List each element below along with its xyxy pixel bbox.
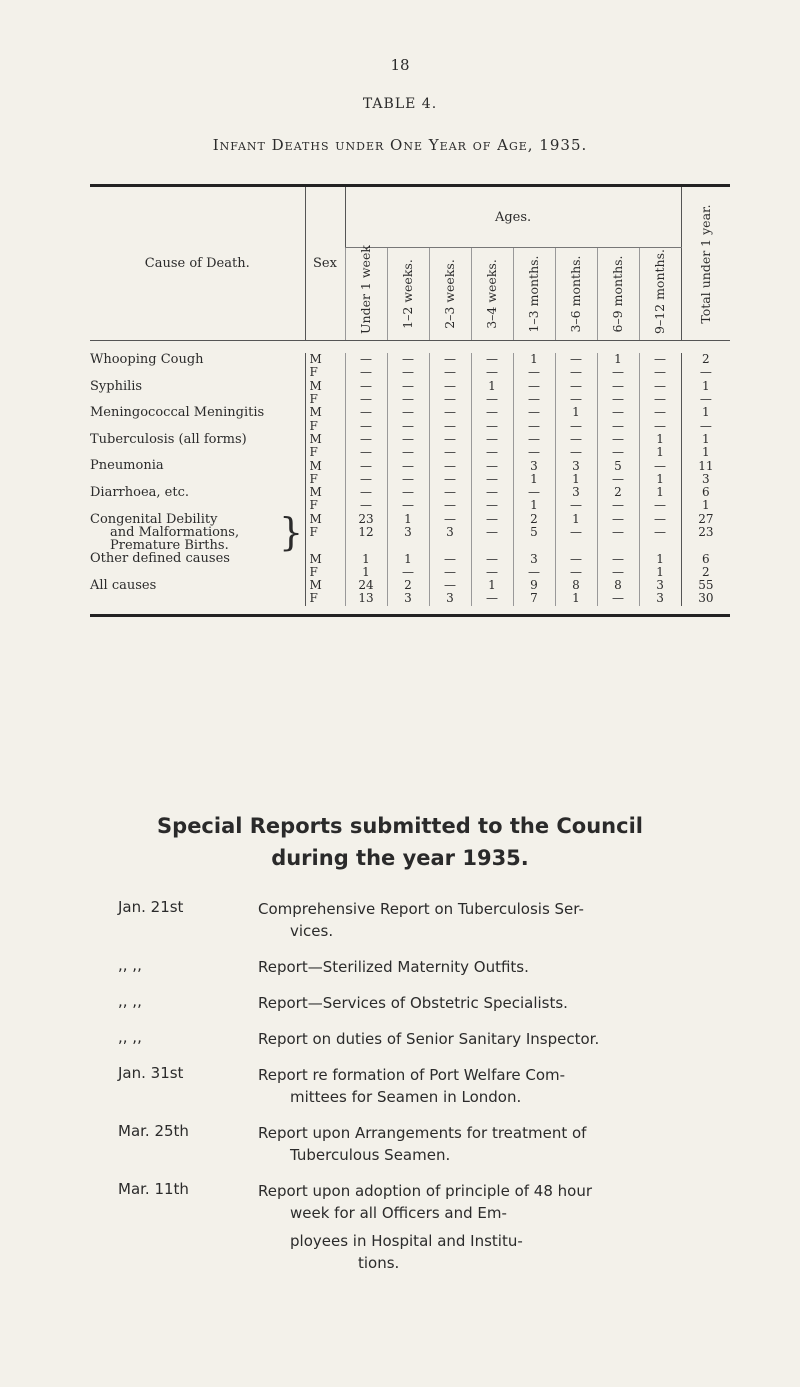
header-age-3-4-weeks: 3–4 weeks. (471, 248, 513, 341)
age-cell: — (471, 406, 513, 419)
age-cell: — (597, 473, 639, 486)
report-item (118, 956, 718, 978)
sex-cell: M (305, 486, 345, 499)
age-cell: — (597, 526, 639, 539)
section-title-line-2: during the year 1935. (271, 846, 529, 870)
page-number: 18 (390, 56, 410, 74)
sex-cell: F (305, 446, 345, 459)
age-cell: 1 (513, 473, 555, 486)
age-cell: — (555, 499, 597, 512)
age-cell: — (639, 380, 681, 393)
header-age-3-6-months: 3–6 months. (555, 248, 597, 341)
total-cell: 27 (681, 513, 730, 526)
cause-cell (90, 446, 305, 459)
age-cell: — (513, 406, 555, 419)
age-cell: 5 (513, 526, 555, 539)
age-cell: 1 (513, 353, 555, 366)
sex-cell: M (305, 353, 345, 366)
age-cell: — (429, 366, 471, 379)
total-cell: 2 (681, 566, 730, 579)
cause-cell: Syphilis (90, 378, 143, 394)
header-age-9-12-months: 9–12 months. (639, 248, 681, 341)
age-cell: — (387, 459, 429, 472)
sex-cell: F (305, 366, 345, 379)
table-label: TABLE 4. (362, 96, 438, 112)
report-description (258, 992, 718, 1014)
report-description (258, 898, 718, 942)
section-title-line-1: Special Reports submitted to the Council (157, 814, 643, 838)
table-row (90, 406, 730, 419)
report-item (118, 1064, 718, 1108)
age-cell: — (429, 473, 471, 486)
age-cell: 7 (513, 592, 555, 605)
age-cell: — (597, 566, 639, 579)
report-item (118, 1180, 718, 1224)
age-cell: — (345, 446, 387, 459)
total-cell: — (681, 366, 730, 379)
header-age-2-3-weeks: 2–3 weeks. (429, 248, 471, 341)
age-cell: — (555, 552, 597, 565)
age-cell: — (513, 419, 555, 432)
header-total-label: Total under 1 year. (697, 203, 713, 324)
age-cell: — (555, 566, 597, 579)
age-cell: 1 (345, 552, 387, 565)
sex-cell: M (305, 406, 345, 419)
age-cell: — (345, 393, 387, 406)
cause-cell: Pneumonia (90, 458, 164, 474)
age-cell: 8 (555, 579, 597, 592)
header-total (681, 187, 730, 341)
total-cell: 6 (681, 552, 730, 565)
age-cell (471, 539, 513, 552)
age-cell (639, 539, 681, 552)
age-cell: 1 (597, 353, 639, 366)
cause-cell: Meningococcal Meningitis (90, 405, 265, 421)
sex-cell: F (305, 566, 345, 579)
sex-cell: M (305, 579, 345, 592)
age-cell (513, 539, 555, 552)
age-cell: — (387, 419, 429, 432)
report-description (258, 1122, 718, 1166)
age-cell: 1 (639, 552, 681, 565)
header-age-under-1-week: Under 1 week (345, 248, 387, 341)
age-cell: — (471, 393, 513, 406)
age-cell: — (555, 366, 597, 379)
age-cell: — (513, 486, 555, 499)
cause-cell: Premature Births. (110, 538, 229, 554)
age-cell: 3 (555, 459, 597, 472)
report-line-2: tions. (358, 1254, 400, 1272)
age-cell: 1 (345, 566, 387, 579)
total-cell: 55 (681, 579, 730, 592)
age-cell: — (429, 393, 471, 406)
age-cell: 1 (555, 406, 597, 419)
age-cell: — (555, 433, 597, 446)
cause-cell: All causes (90, 578, 157, 594)
header-cause: Cause of Death. (90, 187, 305, 341)
total-cell: — (681, 393, 730, 406)
age-cell: — (513, 366, 555, 379)
age-cell: 12 (345, 526, 387, 539)
age-cell: 1 (639, 433, 681, 446)
age-cell: — (387, 366, 429, 379)
report-item (118, 992, 718, 1014)
age-cell: — (387, 406, 429, 419)
table-row (90, 459, 730, 472)
age-cell: — (387, 499, 429, 512)
age-cell: — (555, 353, 597, 366)
group-bracket-icon: } (279, 510, 304, 554)
age-cell: 1 (387, 513, 429, 526)
total-cell: 1 (681, 499, 730, 512)
table-row (90, 499, 730, 512)
total-cell: — (681, 419, 730, 432)
total-cell: 1 (681, 446, 730, 459)
age-cell: — (345, 459, 387, 472)
table-row (90, 552, 730, 565)
age-cell: — (471, 473, 513, 486)
total-cell: 1 (681, 433, 730, 446)
age-cell: — (471, 552, 513, 565)
cause-cell (90, 393, 305, 406)
age-cell: — (471, 459, 513, 472)
age-cell: — (471, 446, 513, 459)
age-cell: — (639, 353, 681, 366)
age-cell: 23 (345, 513, 387, 526)
report-item (118, 1230, 718, 1274)
table-row (90, 366, 730, 379)
age-cell: — (345, 419, 387, 432)
age-cell (345, 539, 387, 552)
age-cell: 1 (387, 552, 429, 565)
age-cell: — (471, 499, 513, 512)
infant-deaths-table (90, 184, 730, 617)
age-cell: — (429, 419, 471, 432)
report-description (258, 1028, 718, 1050)
report-description (258, 1064, 718, 1108)
cause-cell: Whooping Cough (90, 352, 204, 367)
table-row (90, 446, 730, 459)
age-cell: — (429, 380, 471, 393)
age-cell: — (345, 499, 387, 512)
age-cell: 1 (555, 513, 597, 526)
age-cell: 9 (513, 579, 555, 592)
age-cell: — (345, 366, 387, 379)
table-row (90, 473, 730, 486)
cause-cell (90, 499, 305, 512)
report-item (118, 1122, 718, 1166)
age-cell: — (429, 446, 471, 459)
sex-cell: M (305, 433, 345, 446)
age-cell: 1 (555, 473, 597, 486)
table-row (90, 486, 730, 499)
table-title: Infant Deaths under One Year of Age, 1935. (212, 136, 588, 154)
cause-cell: Congenital Debility (90, 511, 218, 527)
report-line-2: week for all Officers and Em- (290, 1204, 507, 1222)
report-line-2: Tuberculous Seamen. (290, 1146, 451, 1164)
age-cell: — (597, 366, 639, 379)
age-cell: 3 (429, 526, 471, 539)
age-cell: — (429, 486, 471, 499)
age-cell: — (639, 459, 681, 472)
age-cell: — (639, 513, 681, 526)
age-cell: 13 (345, 592, 387, 605)
report-line-1: ployees in Hospital and Institu- (290, 1232, 523, 1250)
age-cell: — (471, 592, 513, 605)
age-cell (387, 539, 429, 552)
age-cell: — (345, 353, 387, 366)
age-cell: — (429, 566, 471, 579)
report-line-1: Report re formation of Port Welfare Com- (258, 1066, 566, 1084)
age-cell: — (597, 552, 639, 565)
age-cell: — (345, 486, 387, 499)
report-item (118, 1028, 718, 1050)
age-cell: — (555, 446, 597, 459)
age-cell: — (471, 513, 513, 526)
age-cell: — (597, 499, 639, 512)
age-cell: — (471, 566, 513, 579)
report-date: Jan. 21st (118, 898, 184, 916)
age-cell: — (471, 433, 513, 446)
sex-cell: M (305, 380, 345, 393)
report-line-1: Report—Services of Obstetric Specialists. (258, 994, 568, 1012)
sex-cell (305, 539, 345, 552)
table-bottom-rule (90, 614, 730, 617)
age-cell: 1 (639, 446, 681, 459)
age-cell: — (429, 552, 471, 565)
age-cell (429, 539, 471, 552)
age-cell: 1 (639, 566, 681, 579)
age-cell: 2 (597, 486, 639, 499)
table-row (90, 393, 730, 406)
age-cell: — (513, 380, 555, 393)
age-cell: — (471, 419, 513, 432)
cause-cell: and Malformations, (110, 524, 240, 540)
age-cell (597, 539, 639, 552)
age-cell: — (387, 486, 429, 499)
sex-cell: F (305, 393, 345, 406)
age-cell: — (345, 473, 387, 486)
age-cell: — (471, 353, 513, 366)
age-cell: — (513, 566, 555, 579)
age-cell: — (345, 406, 387, 419)
report-date: ,, ,, (118, 1028, 142, 1046)
cause-cell: Other defined causes (90, 551, 230, 567)
table-row (90, 592, 730, 605)
age-cell: — (597, 419, 639, 432)
sex-cell: F (305, 526, 345, 539)
cause-cell (90, 366, 305, 379)
age-cell: — (555, 419, 597, 432)
age-cell: — (555, 393, 597, 406)
age-cell: 1 (639, 473, 681, 486)
age-cell: — (471, 366, 513, 379)
header-age-6-9-months: 6–9 months. (597, 248, 639, 341)
age-cell: — (597, 406, 639, 419)
total-cell: 6 (681, 486, 730, 499)
cause-cell (90, 566, 305, 579)
age-cell: — (429, 406, 471, 419)
age-cell: 3 (513, 552, 555, 565)
sex-cell: M (305, 459, 345, 472)
age-cell: 8 (597, 579, 639, 592)
age-cell: 3 (387, 592, 429, 605)
total-cell: 1 (681, 406, 730, 419)
header-age-1-2-weeks: 1–2 weeks. (387, 248, 429, 341)
age-cell: 3 (639, 579, 681, 592)
age-cell: — (387, 353, 429, 366)
age-cell: — (429, 353, 471, 366)
age-cell: — (387, 380, 429, 393)
report-date (118, 1230, 258, 1274)
sex-cell: F (305, 473, 345, 486)
report-date: ,, ,, (118, 956, 142, 974)
age-cell: — (387, 446, 429, 459)
report-line-1: Report upon adoption of principle of 48 hour (258, 1182, 593, 1200)
table-row (90, 539, 730, 552)
age-cell: — (639, 419, 681, 432)
report-line-1: Comprehensive Report on Tuberculosis Ser- (258, 900, 584, 918)
age-cell: — (597, 513, 639, 526)
report-line-1: Report—Sterilized Maternity Outfits. (258, 958, 529, 976)
report-date: Mar. 11th (118, 1180, 189, 1198)
report-date: Mar. 25th (118, 1122, 189, 1140)
age-cell: 3 (387, 526, 429, 539)
report-line-1: Report on duties of Senior Sanitary Inspector. (258, 1030, 600, 1048)
report-date: ,, ,, (118, 992, 142, 1010)
age-cell: 24 (345, 579, 387, 592)
age-cell: 3 (429, 592, 471, 605)
age-cell: 2 (387, 579, 429, 592)
age-cell: 3 (555, 486, 597, 499)
age-cell: — (429, 459, 471, 472)
age-cell: — (513, 446, 555, 459)
age-cell: — (639, 366, 681, 379)
cause-cell: Diarrhoea, etc. (90, 484, 189, 500)
table-row (90, 513, 730, 526)
total-cell (681, 539, 730, 552)
reports-list (118, 898, 718, 1280)
age-cell: — (345, 380, 387, 393)
age-cell: — (597, 446, 639, 459)
sex-cell: F (305, 419, 345, 432)
report-description (258, 956, 718, 978)
total-cell: 23 (681, 526, 730, 539)
age-cell: — (513, 433, 555, 446)
table-body (90, 341, 730, 606)
age-cell: — (471, 526, 513, 539)
age-cell: 1 (471, 380, 513, 393)
table-row (90, 566, 730, 579)
cause-cell (90, 592, 305, 605)
report-description (258, 1230, 718, 1274)
age-cell: 1 (513, 499, 555, 512)
age-cell: — (639, 406, 681, 419)
sex-cell: M (305, 552, 345, 565)
report-date: Jan. 31st (118, 1064, 184, 1082)
age-cell: — (639, 393, 681, 406)
report-description (258, 1180, 718, 1224)
table-row (90, 579, 730, 592)
total-cell: 2 (681, 353, 730, 366)
age-cell: — (387, 566, 429, 579)
age-cell: — (429, 499, 471, 512)
table-row (90, 419, 730, 432)
cause-cell (90, 473, 305, 486)
section-title (0, 810, 800, 874)
age-cell (555, 539, 597, 552)
table-row (90, 526, 730, 539)
table-row (90, 433, 730, 446)
age-cell: — (429, 579, 471, 592)
report-line-1: Report upon Arrangements for treatment of (258, 1124, 587, 1142)
age-cell: — (555, 380, 597, 393)
table-row (90, 353, 730, 366)
table-row (90, 380, 730, 393)
sex-cell: F (305, 592, 345, 605)
age-cell: — (513, 393, 555, 406)
age-cell: — (639, 499, 681, 512)
age-cell: — (387, 393, 429, 406)
age-cell: 3 (513, 459, 555, 472)
age-cell: 5 (597, 459, 639, 472)
age-cell: — (597, 433, 639, 446)
age-cell: — (597, 393, 639, 406)
age-cell: 1 (639, 486, 681, 499)
age-cell: 2 (513, 513, 555, 526)
report-item (118, 898, 718, 942)
header-sex: Sex (305, 187, 345, 341)
header-age-1-3-months: 1–3 months. (513, 248, 555, 341)
age-cell: — (597, 592, 639, 605)
sex-cell: M (305, 513, 345, 526)
age-cell: 3 (639, 592, 681, 605)
age-cell: 1 (471, 579, 513, 592)
age-cell: — (429, 433, 471, 446)
header-ages: Ages. (345, 187, 681, 248)
total-cell: 30 (681, 592, 730, 605)
report-line-2: mittees for Seamen in London. (290, 1088, 522, 1106)
total-cell: 1 (681, 380, 730, 393)
age-cell: — (471, 486, 513, 499)
age-cell: — (387, 433, 429, 446)
total-cell: 3 (681, 473, 730, 486)
age-cell: — (387, 473, 429, 486)
cause-cell: Tuberculosis (all forms) (90, 431, 247, 447)
age-cell: — (555, 526, 597, 539)
age-cell: 1 (555, 592, 597, 605)
total-cell: 11 (681, 459, 730, 472)
age-cell: — (639, 526, 681, 539)
report-line-2: vices. (290, 922, 334, 940)
age-cell: — (429, 513, 471, 526)
age-cell: — (597, 380, 639, 393)
cause-cell (90, 419, 305, 432)
age-cell: — (345, 433, 387, 446)
sex-cell: F (305, 499, 345, 512)
